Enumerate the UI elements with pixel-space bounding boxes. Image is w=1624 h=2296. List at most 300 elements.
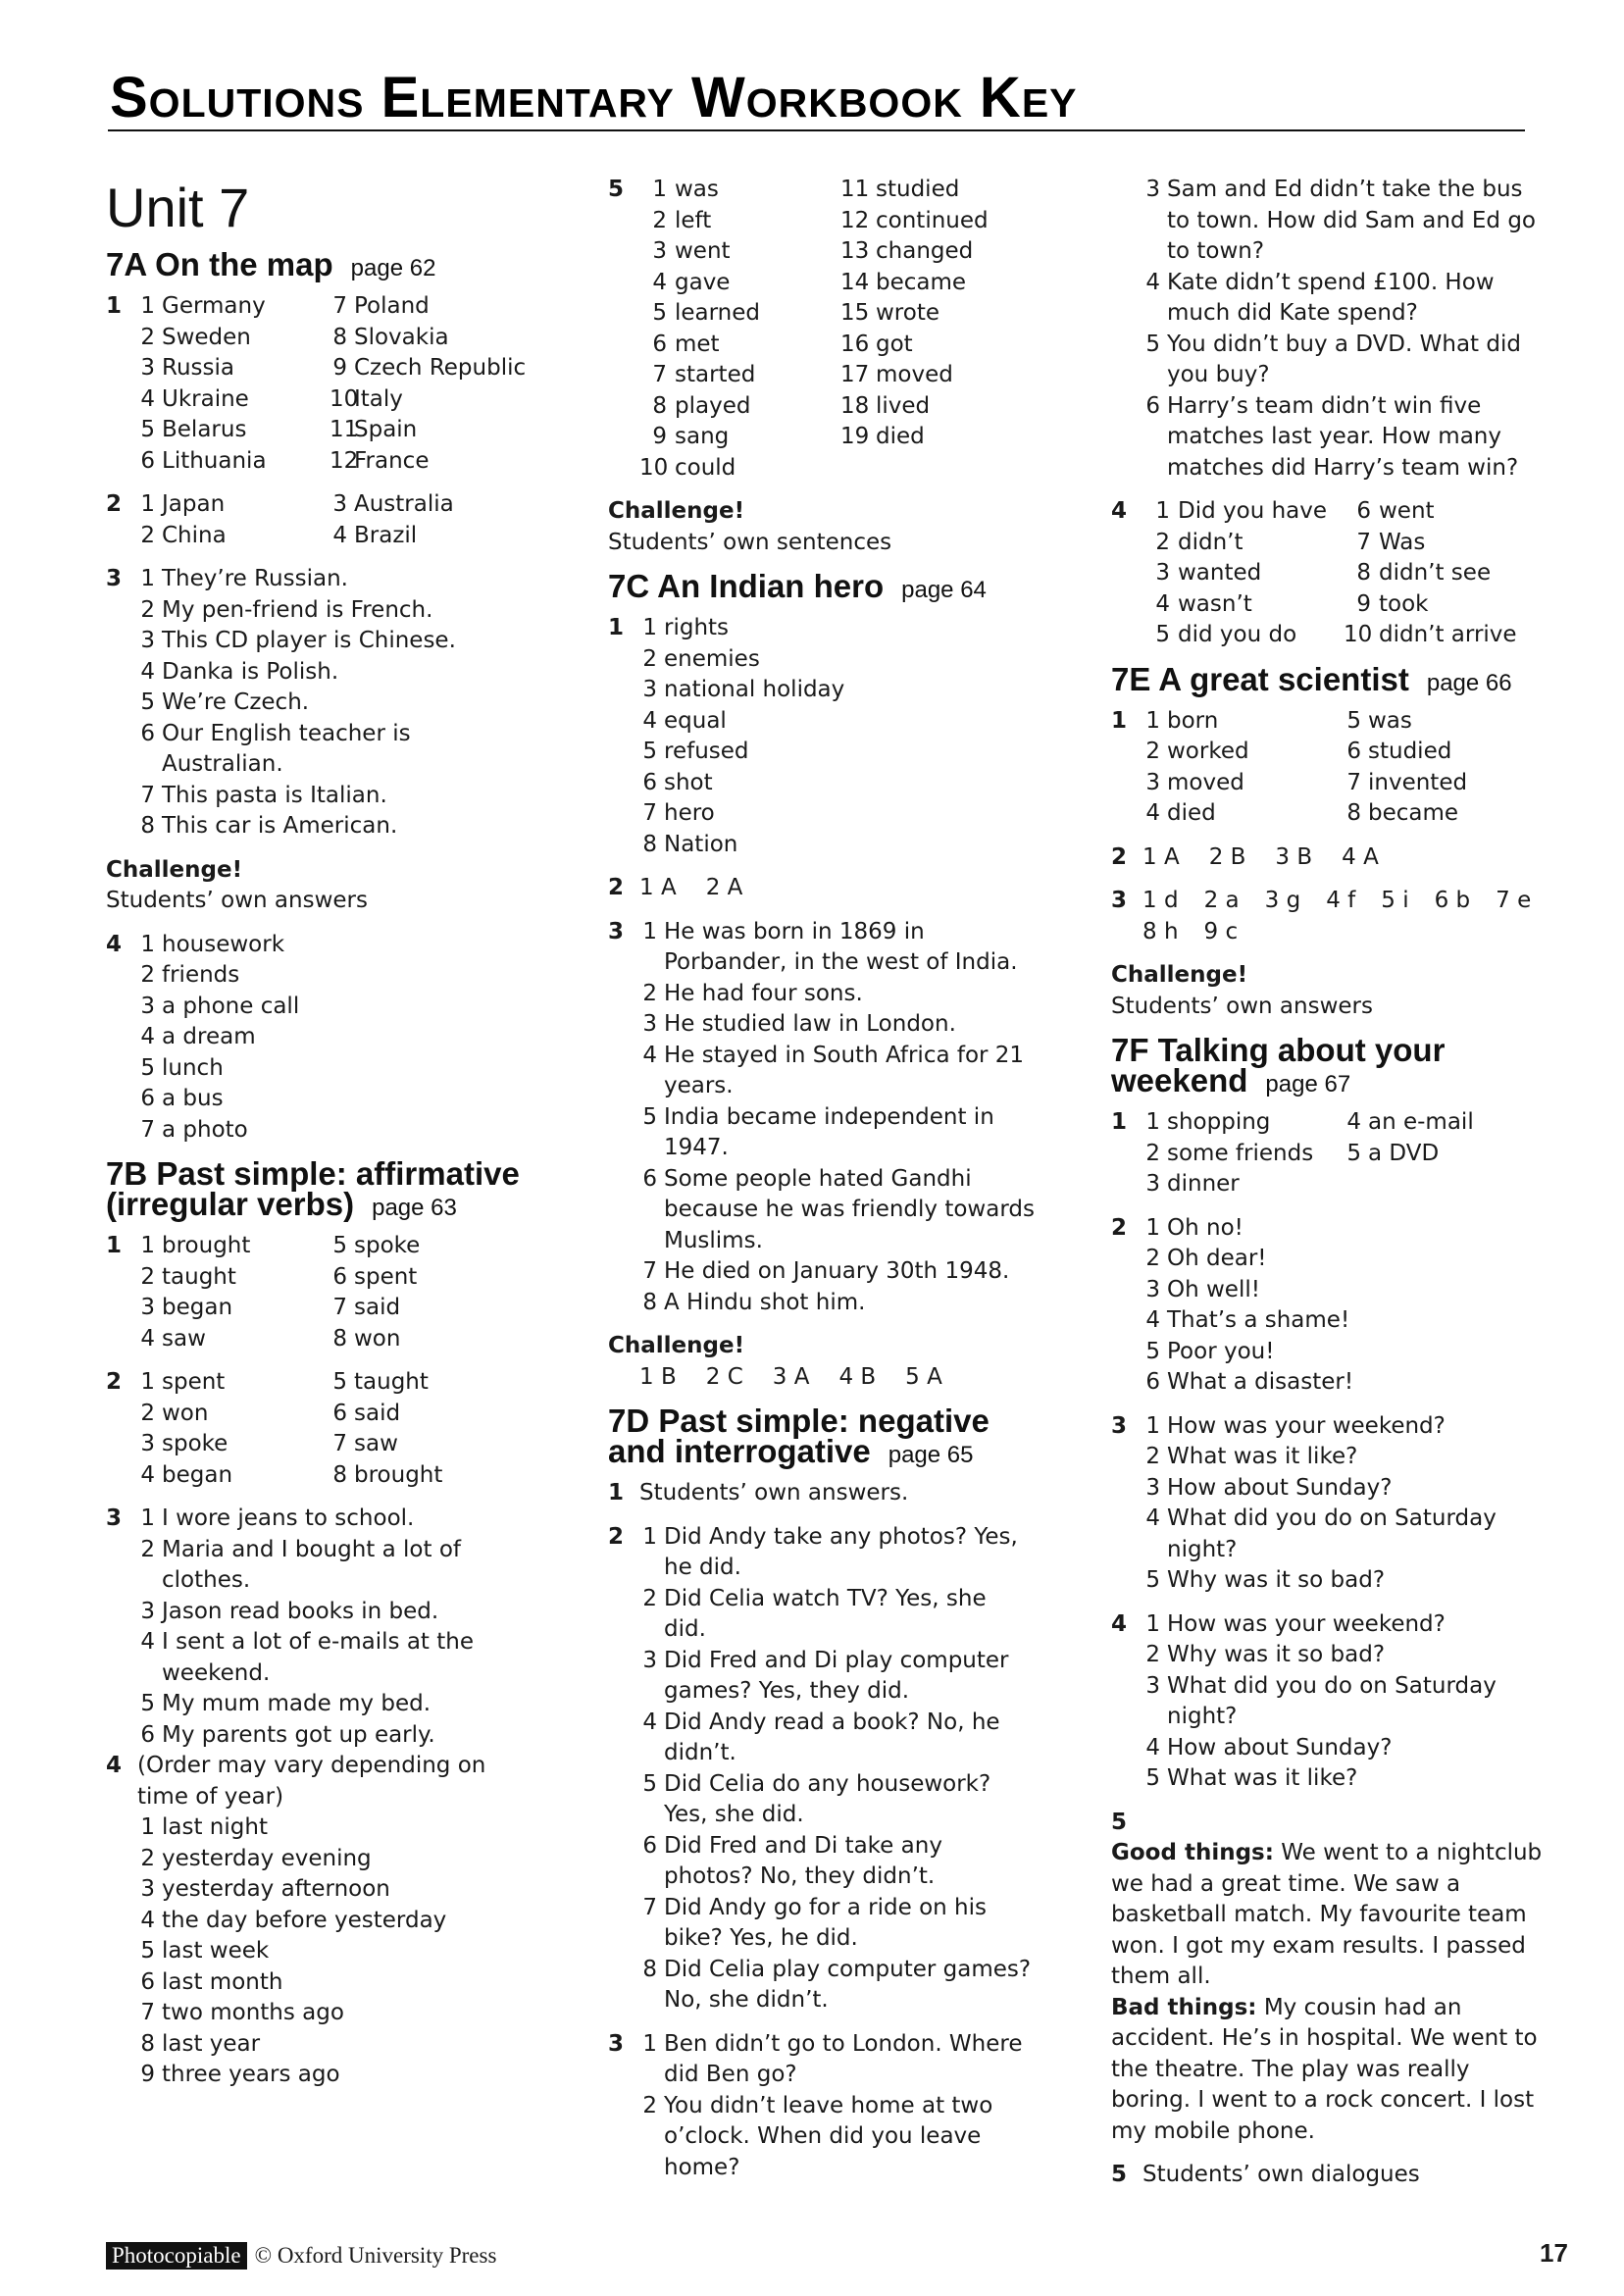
answer-text: met xyxy=(675,331,720,357)
answer-item xyxy=(137,1936,528,1967)
answer-number: 7 xyxy=(140,782,155,808)
answer-number: 1 xyxy=(140,491,155,517)
answer-item xyxy=(1142,1763,1543,1795)
answer-number: 18 xyxy=(840,392,870,419)
answer-number: 4 xyxy=(140,1325,155,1352)
answer-item xyxy=(840,330,1035,361)
answer-item xyxy=(137,1262,330,1294)
answer-text: Danka is Polish. xyxy=(162,658,339,685)
answer-item xyxy=(1142,798,1344,830)
answer-item xyxy=(1142,620,1344,651)
answer-text: a phone call xyxy=(162,993,300,1019)
answer-number: 3 xyxy=(1145,1672,1160,1699)
answer-item xyxy=(1344,798,1543,830)
answer-item xyxy=(1142,1337,1543,1368)
answer-number: 2 xyxy=(140,1845,155,1871)
answer-item xyxy=(137,564,528,595)
answer-text: B xyxy=(860,1363,877,1390)
answer-item xyxy=(639,706,1035,738)
column-2 xyxy=(608,175,1035,2196)
answer-number: 6 xyxy=(652,331,667,357)
answer-number: 3 xyxy=(140,628,155,653)
answer-number: 1 xyxy=(140,1505,155,1531)
answer-text: A Hindu shot him. xyxy=(664,1289,866,1315)
answer-text: last month xyxy=(162,1968,283,1995)
answer-item xyxy=(137,1720,528,1752)
answer-item xyxy=(137,1504,528,1535)
answer-text: c xyxy=(1225,918,1239,944)
answer-number: 8 xyxy=(140,813,155,839)
answer-text: What a disaster! xyxy=(1167,1369,1354,1395)
answer-item xyxy=(639,1041,1035,1102)
answer-number: 1 xyxy=(1142,888,1157,913)
answer-text: C xyxy=(727,1363,743,1390)
answer-text: won xyxy=(354,1325,401,1352)
answer-text: Why was it so bad? xyxy=(1167,1567,1386,1593)
answer-number: 2 xyxy=(140,1400,155,1426)
answer-number: 5 xyxy=(1145,1567,1160,1593)
answer-number: 9 xyxy=(1203,918,1219,944)
answer-text: How about Sunday? xyxy=(1167,1474,1393,1501)
answer-text: did you do xyxy=(1178,622,1297,647)
answer-number: 7 xyxy=(140,2000,155,2025)
answer-number: 8 xyxy=(642,1289,657,1315)
answer-text: taught xyxy=(354,1369,429,1395)
answer-text: How was your weekend? xyxy=(1167,1610,1446,1637)
answer-item xyxy=(639,1164,1035,1257)
answer-text: How was your weekend? xyxy=(1167,1412,1446,1439)
answer-item xyxy=(330,1367,528,1399)
answer-number: 11 xyxy=(840,177,870,202)
answer-number: 4 xyxy=(1155,590,1170,617)
answer-number: 4 xyxy=(642,707,657,734)
inline-answer xyxy=(1204,886,1240,917)
answer-item xyxy=(1142,1640,1543,1671)
copyright-text: © Oxford University Press xyxy=(254,2243,497,2268)
answer-number: 4 xyxy=(140,385,155,412)
inline-answer xyxy=(706,873,743,904)
answer-item xyxy=(639,798,1035,830)
answer-item xyxy=(639,330,840,361)
answer-text: Jason read books in bed. xyxy=(162,1598,439,1624)
answer-item xyxy=(1142,1139,1344,1170)
inline-answer xyxy=(1496,886,1531,917)
inline-answer xyxy=(1265,886,1301,917)
answer-item xyxy=(1142,330,1543,391)
answer-text: a photo xyxy=(162,1116,248,1143)
answer-text: Why was it so bad? xyxy=(1167,1642,1386,1667)
answer-text: began xyxy=(162,1295,233,1320)
challenge-7a: Challenge! Students’ own answers xyxy=(106,856,368,913)
answer-text: A xyxy=(793,1363,810,1390)
answer-number: 17 xyxy=(840,362,870,387)
answer-text: Lithuania xyxy=(162,447,267,474)
answer-number: 3 xyxy=(1145,1171,1160,1197)
exercise-7f-1: 1 1 shopping 4 an e-mail 2 some friends 5 a DVD 3 dinner xyxy=(1111,1107,1543,1200)
exercise-7f-5: 5 Good things: We went to a nightclub we had a great time. We saw a basketball match. My favourite team won. I got my exam results. I passed them all. Bad things: My cousin had an accident. He’s in hospital. We went to the theatre. The play was really boring. I went to a rock concert. I lost my mobile phone. xyxy=(1111,1809,1543,2144)
answer-item xyxy=(1344,589,1543,621)
answer-number: 8 xyxy=(332,324,347,350)
answer-text: I wore jeans to school. xyxy=(162,1505,415,1531)
answer-number: 6 xyxy=(332,1263,347,1290)
answer-number: 1 xyxy=(1145,707,1160,734)
answer-item xyxy=(1344,620,1543,651)
answer-item xyxy=(639,206,840,237)
answer-number: 4 xyxy=(1145,1734,1160,1760)
answer-item xyxy=(137,521,330,552)
answer-item xyxy=(330,1460,528,1492)
answer-number: 4 xyxy=(642,1042,657,1068)
answer-text: three years ago xyxy=(162,2062,340,2087)
exercise-7f-2: 2 1 Oh no! 2 Oh dear! 3 Oh well! 4 That’s a shame! 5 Poor you! 6 What a disaster! xyxy=(1111,1213,1543,1399)
answer-text: an e-mail xyxy=(1368,1109,1474,1135)
answer-text: national holiday xyxy=(664,677,845,702)
answer-text: This car is American. xyxy=(162,813,398,839)
answer-number: 3 xyxy=(1264,888,1280,913)
answer-number: 6 xyxy=(140,720,155,746)
answer-item xyxy=(330,353,528,384)
answer-number: 12 xyxy=(330,447,359,474)
answer-text: Brazil xyxy=(354,522,418,548)
answer-item xyxy=(137,688,528,719)
answer-item xyxy=(137,960,528,992)
answer-number: 2 xyxy=(1145,1444,1160,1469)
answer-number: 13 xyxy=(840,238,870,264)
answer-text: e xyxy=(1517,888,1532,913)
exercise-7c-2: 2 1 A 2 A xyxy=(608,873,1035,904)
answer-item xyxy=(137,1874,528,1906)
answer-text: could xyxy=(675,454,736,481)
answer-item xyxy=(840,206,1035,237)
answer-number: 4 xyxy=(1145,800,1160,826)
answer-text: A xyxy=(727,875,743,900)
answer-text: said xyxy=(354,1400,401,1426)
answer-text: My pen-friend is French. xyxy=(162,596,433,623)
answer-number: 4 xyxy=(332,522,347,548)
answer-item xyxy=(137,811,528,842)
answer-item xyxy=(1142,589,1344,621)
answer-item xyxy=(330,384,528,416)
exercise-7b-3: 3 1 I wore jeans to school. 2 Maria and I bought a lot of clothes. 3 Jason read books in bed. 4 I sent a lot of e-mails at the weekend. 5 My mum made my bed. 6 My parents got up early. xyxy=(106,1504,528,1751)
answer-item xyxy=(1142,1442,1543,1473)
answer-number: 5 xyxy=(332,1233,347,1258)
exercise-7e-3: 3 1 d 2 a 3 g 4 f 5 i 6 b 7 e 8 h 9 c xyxy=(1111,886,1543,947)
answer-item xyxy=(639,236,840,268)
answer-text: wrote xyxy=(876,300,940,326)
answer-number: 5 xyxy=(1145,331,1160,357)
answer-text: You didn’t buy a DVD. What did you buy? xyxy=(1167,331,1521,387)
answer-text: France xyxy=(354,447,430,474)
answer-number: 8 xyxy=(140,2030,155,2057)
answer-text: a DVD xyxy=(1368,1140,1440,1166)
answer-text: A xyxy=(1363,843,1379,870)
answer-number: 6 xyxy=(642,1165,657,1192)
answer-item xyxy=(137,1998,528,2029)
answer-number: 5 xyxy=(652,300,667,326)
answer-number: 5 xyxy=(140,1691,155,1716)
answer-text: B xyxy=(1296,843,1313,870)
answer-text: Oh well! xyxy=(1167,1276,1260,1302)
answer-text: two months ago xyxy=(162,2000,344,2025)
answer-item xyxy=(1344,528,1543,559)
answer-number: 6 xyxy=(140,1086,155,1111)
answer-number: 7 xyxy=(332,293,347,319)
answer-number: 5 xyxy=(642,739,657,764)
answer-item xyxy=(137,1597,528,1628)
answer-item xyxy=(137,1429,330,1460)
exercise-7b-5: 5 1 was 11 studied 2 left 12 continued 3 went 13 changed 4 gave 14 became 5 learned 15 wrote 6 met 16 got 7 started 17 moved 8 played 18 lived 9 sang 19 died 10 could xyxy=(608,175,1035,484)
answer-text: Did Celia do any housework? Yes, she did. xyxy=(664,1770,991,1827)
answer-text: lunch xyxy=(162,1054,224,1081)
answer-item xyxy=(137,1293,330,1324)
answer-text: started xyxy=(675,362,756,387)
answer-number: 7 xyxy=(332,1431,347,1456)
answer-text: h xyxy=(1163,918,1179,944)
column-3 xyxy=(1111,175,1543,2204)
answer-text: continued xyxy=(876,207,989,233)
exercise-7d-2: 2 1 Did Andy take any photos? Yes, he did. 2 Did Celia watch TV? Yes, she did. 3 Did Fred and Di play computer games? Yes, they did. 4 Did Andy read a book? No, he didn’t. 5 Did Celia do any housework? Yes, she did. 6 Did Fred and Di take any photos? No, they didn’t. 7 Did Andy go for a ride on his bike? Yes, he did. 8 Did Celia play computer games? No, she didn’t. xyxy=(608,1522,1035,2016)
answer-number: 14 xyxy=(840,269,870,295)
answer-text: I sent a lot of e-mails at the weekend. xyxy=(162,1629,475,1686)
answer-item xyxy=(639,2091,1035,2184)
answer-number: 7 xyxy=(140,1116,155,1143)
challenge-7b: Challenge! Students’ own sentences xyxy=(608,498,892,555)
answer-item xyxy=(840,453,1035,485)
answer-text: b xyxy=(1455,888,1471,913)
answer-item xyxy=(137,1460,330,1492)
answer-item xyxy=(639,1831,1035,1893)
section-7b-heading: 7B Past simple: affirmative (irregular verbs) page 63 xyxy=(106,1155,520,1222)
answer-number: 4 xyxy=(140,1461,155,1488)
challenge-7e: Challenge! Students’ own answers xyxy=(1111,962,1373,1019)
answer-item xyxy=(137,291,330,323)
answer-text: shopping xyxy=(1167,1109,1271,1135)
answer-text: died xyxy=(876,424,925,449)
answer-text: left xyxy=(675,207,712,233)
answer-item xyxy=(137,1367,330,1399)
answer-item xyxy=(639,453,840,485)
page-title: Solutions Elementary Workbook Key xyxy=(110,66,1078,129)
answer-item xyxy=(137,489,330,521)
answer-item xyxy=(330,415,528,446)
answer-text: Harry’s team didn’t win five matches last year. How many matches did Harry’s team win? xyxy=(1167,392,1519,481)
answer-item xyxy=(137,1906,528,1937)
answer-text: said xyxy=(354,1295,401,1320)
inline-answer xyxy=(1326,886,1355,917)
answer-number: 9 xyxy=(1356,590,1371,617)
answer-number: 2 xyxy=(140,962,155,988)
answer-text: studied xyxy=(1368,739,1452,764)
answer-number: 3 xyxy=(1145,177,1160,202)
answer-text: Oh no! xyxy=(1167,1214,1243,1241)
answer-text: lived xyxy=(876,392,931,419)
answer-text: played xyxy=(675,392,751,419)
answer-number: 4 xyxy=(1346,1109,1361,1135)
answer-number: 2 xyxy=(1155,529,1170,555)
answer-text: dinner xyxy=(1167,1171,1240,1197)
answer-number: 9 xyxy=(652,424,667,449)
answer-text: Kate didn’t spend £100. How much did Kate spend? xyxy=(1167,269,1495,326)
inline-answer xyxy=(1142,842,1180,874)
inline-answer xyxy=(639,1362,677,1394)
answer-number: 1 xyxy=(140,1369,155,1395)
exercise-7e-1: 1 1 born 5 was 2 worked 6 studied 3 moved 7 invented 4 died 8 became xyxy=(1111,706,1543,830)
answer-text: hero xyxy=(664,800,715,826)
answer-item xyxy=(330,1324,528,1355)
answer-item xyxy=(1142,1609,1543,1641)
answer-text: i xyxy=(1402,888,1409,913)
answer-item xyxy=(1344,496,1543,528)
answer-text: a xyxy=(1225,888,1240,913)
answer-item xyxy=(1142,1411,1543,1443)
answer-item xyxy=(330,1293,528,1324)
answer-number: 4 xyxy=(140,1024,155,1049)
answer-number: 10 xyxy=(639,454,669,481)
inline-answer xyxy=(1142,886,1179,917)
answer-item xyxy=(137,1399,330,1430)
answer-text: worked xyxy=(1167,739,1249,764)
answer-item xyxy=(1142,706,1344,738)
exercise-7f-5-dialogues: 5 Students’ own dialogues xyxy=(1111,2162,1420,2187)
answer-number: 5 xyxy=(140,1938,155,1964)
answer-item xyxy=(137,1231,330,1262)
answer-item xyxy=(639,1708,1035,1769)
answer-text: last night xyxy=(162,1814,268,1840)
answer-number: 6 xyxy=(1145,392,1160,419)
answer-number: 8 xyxy=(642,831,657,857)
answer-number: 10 xyxy=(1344,622,1373,647)
answer-text: yesterday evening xyxy=(162,1845,372,1871)
answer-text: became xyxy=(876,269,967,295)
answer-text: didn’t see xyxy=(1379,560,1492,586)
answer-text: This pasta is Italian. xyxy=(162,782,387,808)
answer-item xyxy=(1344,737,1543,768)
answer-text: Did Fred and Di play computer games? Yes, they did. xyxy=(664,1647,1009,1704)
answer-item xyxy=(137,1053,528,1085)
answer-number: 1 xyxy=(140,931,155,957)
answer-text: Was xyxy=(1379,529,1426,555)
answer-text: didn’t xyxy=(1178,529,1243,555)
answer-number: 3 xyxy=(140,993,155,1019)
answer-text: Did Celia play computer games? No, she didn’t. xyxy=(664,1956,1032,2013)
answer-item xyxy=(1142,1305,1543,1337)
answer-item xyxy=(639,1893,1035,1955)
answer-item xyxy=(1142,558,1344,589)
answer-item xyxy=(840,268,1035,299)
answer-item xyxy=(1344,1107,1543,1139)
answer-text: How about Sunday? xyxy=(1167,1734,1393,1760)
answer-number: 3 xyxy=(140,355,155,381)
answer-number: 4 xyxy=(1326,888,1341,913)
answer-number: 15 xyxy=(840,300,870,326)
answer-number: 8 xyxy=(332,1325,347,1352)
answer-item xyxy=(137,1627,528,1689)
answer-number: 3 xyxy=(332,491,347,517)
answer-text: spent xyxy=(354,1263,418,1290)
answer-number: 1 xyxy=(642,615,657,640)
answer-number: 7 xyxy=(642,1894,657,1920)
answer-number: 6 xyxy=(1434,888,1449,913)
answer-item xyxy=(639,360,840,391)
answer-text: They’re Russian. xyxy=(162,566,348,591)
answer-number: 2 xyxy=(140,1263,155,1290)
answer-text: That’s a shame! xyxy=(1167,1307,1350,1333)
answer-text: a bus xyxy=(162,1086,224,1111)
answer-number: 16 xyxy=(840,331,870,357)
answer-text: My mum made my bed. xyxy=(162,1691,431,1716)
answer-item xyxy=(840,360,1035,391)
answer-number: 5 xyxy=(332,1369,347,1395)
answer-item xyxy=(639,391,840,423)
answer-text: He died on January 30th 1948. xyxy=(664,1258,1010,1284)
answer-number: 5 xyxy=(140,1054,155,1081)
exercise-7d-4: 4 1 Did you have 6 went 2 didn’t 7 Was 3 wanted 8 didn’t see 4 wasn’t 9 took 5 did you do 10 didn’t arrive xyxy=(1111,496,1543,651)
answer-number: 1 xyxy=(1145,1109,1160,1135)
answer-text: saw xyxy=(354,1431,398,1456)
answer-number: 5 xyxy=(1155,622,1170,647)
answer-number: 1 xyxy=(642,918,657,944)
answer-item xyxy=(1344,1139,1543,1170)
answer-number: 4 xyxy=(838,1363,854,1390)
exercise-7a-3: 3 1 They’re Russian. 2 My pen-friend is French. 3 This CD player is Chinese. 4 Danka is Polish. 5 We’re Czech. 6 Our English teacher is Australian. 7 This pasta is Italian. 8 This car is American. xyxy=(106,564,528,842)
answer-item xyxy=(639,1769,1035,1831)
answer-number: 6 xyxy=(140,447,155,474)
inline-answer xyxy=(1381,886,1408,917)
answer-item xyxy=(1344,558,1543,589)
answer-number: 5 xyxy=(1346,707,1361,734)
answer-text: Czech Republic xyxy=(354,355,527,381)
answer-item xyxy=(137,323,330,354)
answer-item xyxy=(330,521,528,552)
answer-number: 1 xyxy=(140,1814,155,1840)
answer-item xyxy=(639,830,1035,861)
answer-text: Ben didn’t go to London. Where did Ben go? xyxy=(664,2030,1023,2087)
answer-number: 3 xyxy=(140,1431,155,1456)
answer-text: Did Andy go for a ride on his bike? Yes, he did. xyxy=(664,1894,987,1951)
answer-item xyxy=(1142,1565,1543,1597)
answer-number: 5 xyxy=(1381,888,1396,913)
answer-number: 1 xyxy=(1142,843,1157,870)
answer-text: gave xyxy=(675,269,731,295)
answer-item xyxy=(137,626,528,657)
answer-number: 7 xyxy=(642,800,657,826)
answer-text: moved xyxy=(876,362,953,387)
answer-number: 19 xyxy=(840,424,870,449)
exercise-7e-2: 2 1 A 2 B 3 B 4 A xyxy=(1111,842,1543,874)
inline-answer xyxy=(1275,842,1312,874)
answer-item xyxy=(639,737,1035,768)
answer-number: 3 xyxy=(1145,1276,1160,1302)
answer-text: He studied law in London. xyxy=(664,1011,956,1037)
answer-item xyxy=(639,1522,1035,1584)
answer-item xyxy=(137,719,528,781)
answer-number: 3 xyxy=(1155,560,1170,586)
answer-text: equal xyxy=(664,707,727,734)
answer-number: 4 xyxy=(642,1709,657,1735)
answer-text: studied xyxy=(876,177,960,202)
column-1 xyxy=(106,175,528,2104)
answer-number: 6 xyxy=(642,1832,657,1859)
answer-item xyxy=(1142,528,1344,559)
answer-text: Belarus xyxy=(162,417,247,442)
answer-number: 5 xyxy=(140,689,155,715)
answer-text: went xyxy=(1379,498,1435,524)
answer-number: 5 xyxy=(642,1103,657,1130)
answer-text: brought xyxy=(162,1233,251,1258)
answer-item xyxy=(137,446,330,478)
answer-text: friends xyxy=(162,962,240,988)
answer-item xyxy=(1344,1169,1543,1200)
